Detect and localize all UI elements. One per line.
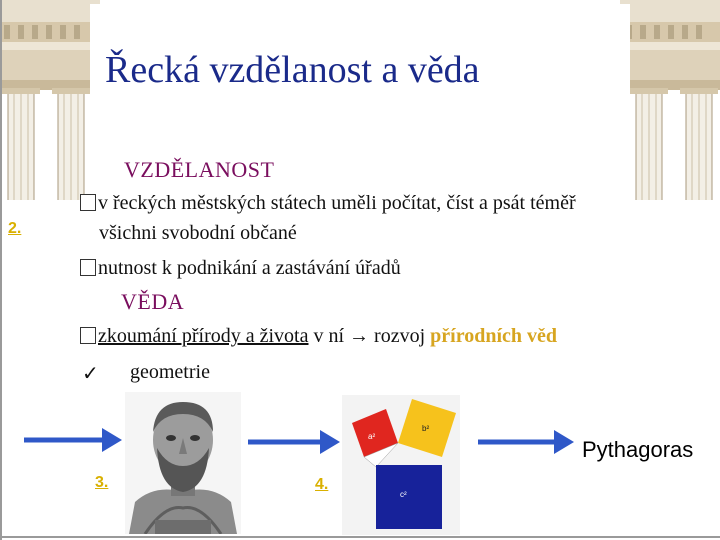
pythagoras-bust-image (125, 392, 241, 534)
square-c-label: c² (400, 490, 407, 499)
bullet-item-1 (80, 192, 576, 215)
checkmark-icon: ✓ (82, 363, 99, 385)
label-3: 3. (95, 474, 109, 491)
check-item-label: geometrie (130, 361, 210, 383)
pythagoras-label: Pythagoras (582, 437, 694, 462)
arrow-right-icon (22, 423, 124, 457)
bullet-box-icon (80, 259, 96, 276)
arrow-right-icon (476, 425, 576, 459)
bullet-2-text: nutnost k podnikání a zastávání úřadů (98, 257, 401, 279)
bullet-1-text: v řeckých městských státech uměli počítat, číst a psát téměř (98, 192, 576, 214)
arrow-right-icon (246, 425, 342, 459)
label-2: 2. (8, 220, 22, 237)
bullet-box-icon (80, 194, 96, 211)
heading-education: VZDĚLANOST (124, 157, 275, 182)
label-4: 4. (315, 476, 329, 493)
slide-title: Řecká vzdělanost a věda (105, 49, 480, 91)
bullet-box-icon (80, 327, 96, 344)
bullet-item-1-continued: všichni svobodní občané (99, 222, 297, 244)
pythagorean-theorem-diagram (342, 395, 460, 535)
slide-border-left (0, 0, 2, 540)
square-a-label: a² (368, 432, 376, 441)
bullet-3-middle: v ní → rozvoj (308, 325, 431, 347)
bullet-3-highlight: přírodních věd (430, 325, 558, 347)
slide-border-bottom (0, 536, 720, 538)
bullet-item-3 (80, 325, 557, 348)
bullet-3-underlined: zkoumání přírody a života (98, 325, 309, 347)
check-item (82, 361, 99, 386)
heading-science: VĚDA (121, 289, 185, 314)
square-b-label: b² (422, 424, 430, 433)
bullet-item-2 (80, 257, 401, 280)
